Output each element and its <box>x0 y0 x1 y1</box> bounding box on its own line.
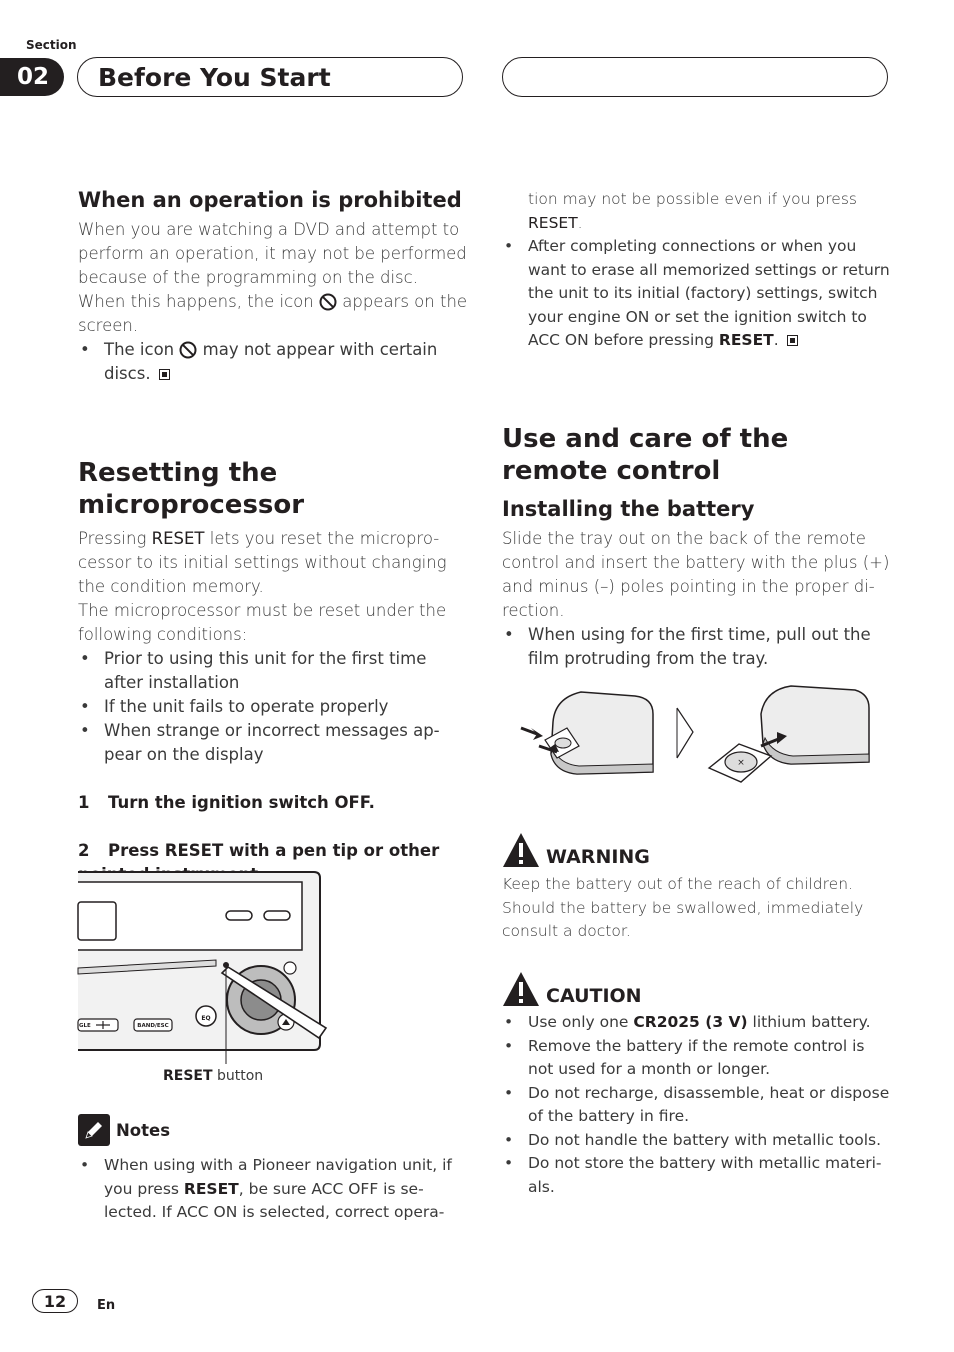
svg-text:×: × <box>737 758 745 768</box>
notes-header <box>78 1114 468 1146</box>
prohibited-icon <box>179 341 197 359</box>
end-mark-icon <box>787 335 798 346</box>
prohibited-bullet-a: The icon <box>104 340 175 359</box>
note-cont-pre: tion may not be possible even if you press <box>528 190 857 208</box>
list-item: • When strange or incorrect messages ap-pear on the display <box>78 719 468 767</box>
list-item: • Do not handle the battery with metallic tools. <box>502 1129 894 1153</box>
step-1-text: Turn the ignition switch OFF. <box>108 793 375 812</box>
eq-button-label: EQ <box>201 1015 211 1022</box>
remote-section <box>502 423 894 671</box>
reset-heading: Resetting the microprocessor <box>78 458 305 520</box>
battery-install-illustration <box>505 684 875 794</box>
remote-heading: Use and care of the remote control <box>502 424 789 486</box>
list-item <box>78 1154 468 1225</box>
reset-paragraph-2: The microprocessor must be reset under the following conditions: <box>78 601 447 644</box>
list-item: • Remove the battery if the remote control is not used for a month or longer. <box>502 1035 894 1082</box>
notes-pencil-icon <box>78 1114 110 1146</box>
caution-section <box>502 971 894 1199</box>
notes-continued <box>502 188 894 353</box>
caption-rest: button <box>217 1068 264 1084</box>
section-number-badge: 02 <box>0 58 64 96</box>
prohibited-para-a: When you are watching a DVD and attempt to perform an operation, it may not be performed because of the programming on the disc. When this happens, the icon <box>78 220 467 311</box>
page-title <box>77 57 463 97</box>
notes-heading: Notes <box>116 1120 171 1140</box>
caution-header <box>502 971 894 1007</box>
language-label: En <box>97 1298 116 1313</box>
note-2-post: . <box>773 331 779 349</box>
head-unit-illustration <box>76 868 344 1068</box>
note-1-bold: RESET <box>183 1179 239 1198</box>
band-button-label: BAND/ESC <box>137 1023 169 1029</box>
header-empty-box <box>502 57 888 97</box>
caution-list <box>502 1011 894 1199</box>
warning-text: Keep the battery out of the reach of children. Should the battery be swallowed, immediately consult a doctor. <box>502 875 864 940</box>
list-item: • Prior to using this unit for the first time after installation <box>78 647 468 695</box>
prohibited-heading: When an operation is prohibited <box>78 188 462 212</box>
caption-bold: RESET <box>163 1068 213 1084</box>
reset-paragraph-1 <box>78 527 468 599</box>
reset-conditions <box>78 647 468 767</box>
step-1-number: 1 <box>78 793 90 812</box>
prohibited-icon <box>319 293 337 311</box>
page-number: 12 <box>32 1289 78 1313</box>
note-2-bold: RESET <box>718 331 774 349</box>
caution-triangle-icon <box>502 971 540 1007</box>
notes-list-continued <box>502 235 894 353</box>
note-cont-post: . <box>577 213 583 232</box>
list-item <box>78 338 468 386</box>
prohibited-bullet-b: may not appear with certain discs. <box>104 340 438 383</box>
step-2-number: 2 <box>78 841 90 860</box>
note-1-post: , be sure ACC OFF is se-lected. If ACC ON is selected, correct opera- <box>104 1179 445 1221</box>
note-1-pre: When using with a Pioneer navigation unit, if you press <box>104 1156 452 1198</box>
caution-1-bold: CR2025 (3 V) <box>633 1013 748 1031</box>
step-1 <box>78 791 468 815</box>
list-item: • Do not recharge, disassemble, heat or dispose of the battery in fire. <box>502 1082 894 1129</box>
notes-section <box>78 1114 468 1225</box>
prohibited-bullets <box>78 338 468 386</box>
note-2-pre: After completing connections or when you want to erase all memorized settings or return the unit to its initial (factory) settings, switch your engine ON or set the ignition switch to ACC ON before pressing <box>528 237 890 349</box>
list-item <box>502 235 894 353</box>
note-cont-bold: RESET <box>528 213 578 232</box>
step-2-text: Press RESET with a pen tip or other <box>108 841 440 860</box>
reset-word: RESET <box>151 529 205 548</box>
battery-bullets <box>502 623 894 671</box>
warning-section <box>502 832 894 944</box>
end-mark-icon <box>159 369 170 380</box>
reset-button-caption <box>163 1068 263 1084</box>
battery-subheading: Installing the battery <box>502 497 755 521</box>
battery-paragraph: Slide the tray out on the back of the remote control and insert the battery with the plus (+) and minus (–) poles pointing in the proper di-rection. <box>502 529 890 620</box>
reset-p1-post: lets you reset the micropro-cessor to its initial settings without changing the condition memory. <box>78 529 447 596</box>
list-item: • Do not store the battery with metallic materi-als. <box>502 1152 894 1199</box>
list-item: • If the unit fails to operate properly <box>78 695 468 719</box>
caution-1-post: lithium battery. <box>752 1013 871 1031</box>
list-item: • When using for the first time, pull out the film protruding from the tray. <box>502 623 894 671</box>
warning-header <box>502 832 894 868</box>
page-title-text: Before You Start <box>98 62 331 92</box>
notes-list <box>78 1154 468 1225</box>
gle-button-label: GLE <box>79 1023 91 1029</box>
section-label: Section <box>26 38 77 52</box>
prohibited-para-b: appears on the screen. <box>78 292 468 335</box>
warning-triangle-icon <box>502 832 540 868</box>
warning-title: WARNING <box>546 846 650 868</box>
caution-title: CAUTION <box>546 985 642 1007</box>
list-item <box>502 1011 894 1035</box>
note-1-continued <box>502 188 894 235</box>
reset-p1-pre: Pressing <box>78 529 147 548</box>
prohibited-paragraph <box>78 218 468 338</box>
caution-1-pre: Use only one <box>528 1013 629 1031</box>
prohibited-section <box>78 186 468 386</box>
reset-section <box>78 457 468 887</box>
